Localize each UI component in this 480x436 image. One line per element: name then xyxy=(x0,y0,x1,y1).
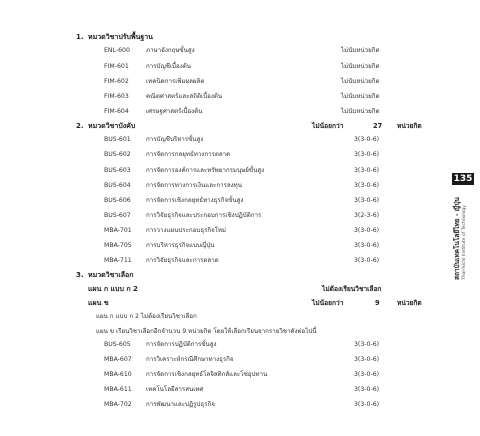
section-2-min-value: 27 xyxy=(373,122,383,130)
required-course-name: การวางแผนประกอบธุรกิจใหม่ xyxy=(146,227,226,234)
elective-course-credit: 3(3-0-6) xyxy=(354,371,380,378)
plan-b-min-label: ไม่น้อยกว่า xyxy=(312,299,344,307)
plan-b-label: แผน ข xyxy=(88,299,109,307)
foundation-course-credit: ไม่นับหน่วยกิต xyxy=(341,47,380,54)
required-course-name: การจัดการทางการเงินและการลงทุน xyxy=(146,182,242,189)
required-course-credit: 3(3-0-6) xyxy=(354,197,380,204)
required-course-name: การจัดการองค์การและทรัพยากรมนุษย์ขั้นสูง xyxy=(146,167,265,174)
section-2-title: หมวดวิชาบังคับ xyxy=(88,122,136,130)
foundation-course-code: FIM-602 xyxy=(104,78,129,85)
required-course-code: BUS-602 xyxy=(104,151,131,158)
required-course-credit: 3(3-0-6) xyxy=(354,227,380,234)
required-course-name: การบัญชีบริหารขั้นสูง xyxy=(146,136,204,143)
required-course-name: การบริหารธุรกิจแบบญี่ปุ่น xyxy=(146,242,215,249)
foundation-course-credit: ไม่นับหน่วยกิต xyxy=(341,93,380,100)
required-course-code: MBA-701 xyxy=(104,227,132,234)
plan-a-label: แผน ก แบบ ก 2 xyxy=(88,285,138,293)
section-1-title: หมวดวิชาปรับพื้นฐาน xyxy=(88,33,153,41)
required-course-code: BUS-603 xyxy=(104,167,131,174)
foundation-course-code: FIM-601 xyxy=(104,63,129,70)
section-3-title: หมวดวิชาเลือก xyxy=(88,271,134,279)
required-course-code: BUS-606 xyxy=(104,197,131,204)
elective-course-name: การจัดการปฏิบัติการขั้นสูง xyxy=(146,341,217,348)
plan-b-unit: หน่วยกิต xyxy=(397,299,422,307)
elective-course-code: MBA-611 xyxy=(104,386,132,393)
required-course-credit: 3(2-3-6) xyxy=(354,212,380,219)
required-course-code: BUS-601 xyxy=(104,136,131,143)
side-institute-subtitle: Thai-Nichi Institute of Technology xyxy=(462,205,467,280)
foundation-course-code: FIM-603 xyxy=(104,93,129,100)
elective-course-credit: 3(3-0-6) xyxy=(354,341,380,348)
elective-course-credit: 3(3-0-6) xyxy=(354,356,380,363)
side-institute-label xyxy=(448,190,478,280)
required-course-credit: 3(3-0-6) xyxy=(354,167,380,174)
required-course-code: MBA-705 xyxy=(104,242,132,249)
foundation-course-code: ENL-600 xyxy=(104,47,130,54)
elective-course-name: เทคโนโลยีสารสนเทศ xyxy=(146,386,204,393)
foundation-course-credit: ไม่นับหน่วยกิต xyxy=(341,78,380,85)
section-2-unit: หน่วยกิต xyxy=(397,122,422,130)
required-course-credit: 3(3-0-6) xyxy=(354,136,380,143)
required-course-name: การจัดการเชิงกลยุทธ์ทางธุรกิจขั้นสูง xyxy=(146,197,244,204)
foundation-course-credit: ไม่นับหน่วยกิต xyxy=(341,63,380,70)
foundation-course-name: การบัญชีเบื้องต้น xyxy=(146,63,191,70)
section-3-number: 3. xyxy=(76,271,84,279)
elective-course-code: MBA-607 xyxy=(104,356,132,363)
elective-course-name: การวิเคราะห์กรณีศึกษาทางธุรกิจ xyxy=(146,356,234,363)
elective-course-name: การจัดการเชิงกลยุทธ์โลจิสติกส์และโซ่อุปทาน xyxy=(146,371,268,378)
required-course-name: การวิจัยธุรกิจและประกอบการเชิงปฏิบัติการ xyxy=(146,212,262,219)
elective-course-code: MBA-610 xyxy=(104,371,132,378)
required-course-code: BUS-604 xyxy=(104,182,131,189)
foundation-course-name: ภาษาอังกฤษขั้นสูง xyxy=(146,47,195,54)
plan-a-elective-note: แผน ก แบบ ก 2 ไม่ต้องเรียนวิชาเลือก xyxy=(96,313,197,320)
required-course-credit: 3(3-0-6) xyxy=(354,151,380,158)
elective-course-code: BUS-605 xyxy=(104,341,131,348)
foundation-course-name: เศรษฐศาสตร์เบื้องต้น xyxy=(146,108,203,115)
page-number-badge: 135 xyxy=(453,174,473,184)
required-course-code: MBA-711 xyxy=(104,257,132,264)
plan-b-min-value: 9 xyxy=(375,299,380,307)
elective-course-credit: 3(3-0-6) xyxy=(354,401,380,408)
elective-course-credit: 3(3-0-6) xyxy=(354,386,380,393)
plan-b-elective-note: แผน ข เรียนวิชาเลือกอีกจำนวน 9 หน่วยกิต โดยให้เลือกเรียนจากรายวิชาดังต่อไปนี้ xyxy=(96,328,317,335)
foundation-course-credit: ไม่นับหน่วยกิต xyxy=(341,108,380,115)
foundation-course-name: คณิตศาสตร์และสถิติเบื้องต้น xyxy=(146,93,223,100)
foundation-course-name: เทคนิคการเพิ่มผลผลิต xyxy=(146,78,205,85)
side-institute-title: สถาบันเทคโนโลยีไทย - ญี่ปุ่น xyxy=(453,197,461,280)
required-course-credit: 3(3-0-6) xyxy=(354,182,380,189)
required-course-credit: 3(3-0-6) xyxy=(354,257,380,264)
section-2-number: 2. xyxy=(76,122,84,130)
foundation-course-code: FIM-604 xyxy=(104,108,129,115)
section-2-min-label: ไม่น้อยกว่า xyxy=(312,122,344,130)
elective-course-name: การพัฒนาและปฏิรูปธุรกิจ xyxy=(146,401,215,408)
required-course-name: การวิจัยธุรกิจและการตลาด xyxy=(146,257,219,264)
section-1-number: 1. xyxy=(76,33,84,41)
required-course-credit: 3(3-0-6) xyxy=(354,242,380,249)
plan-a-note: ไม่ต้องเรียนวิชาเลือก xyxy=(322,285,382,293)
required-course-name: การจัดการกลยุทธ์ทางการตลาด xyxy=(146,151,231,158)
elective-course-code: MBA-702 xyxy=(104,401,132,408)
required-course-code: BUS-607 xyxy=(104,212,131,219)
